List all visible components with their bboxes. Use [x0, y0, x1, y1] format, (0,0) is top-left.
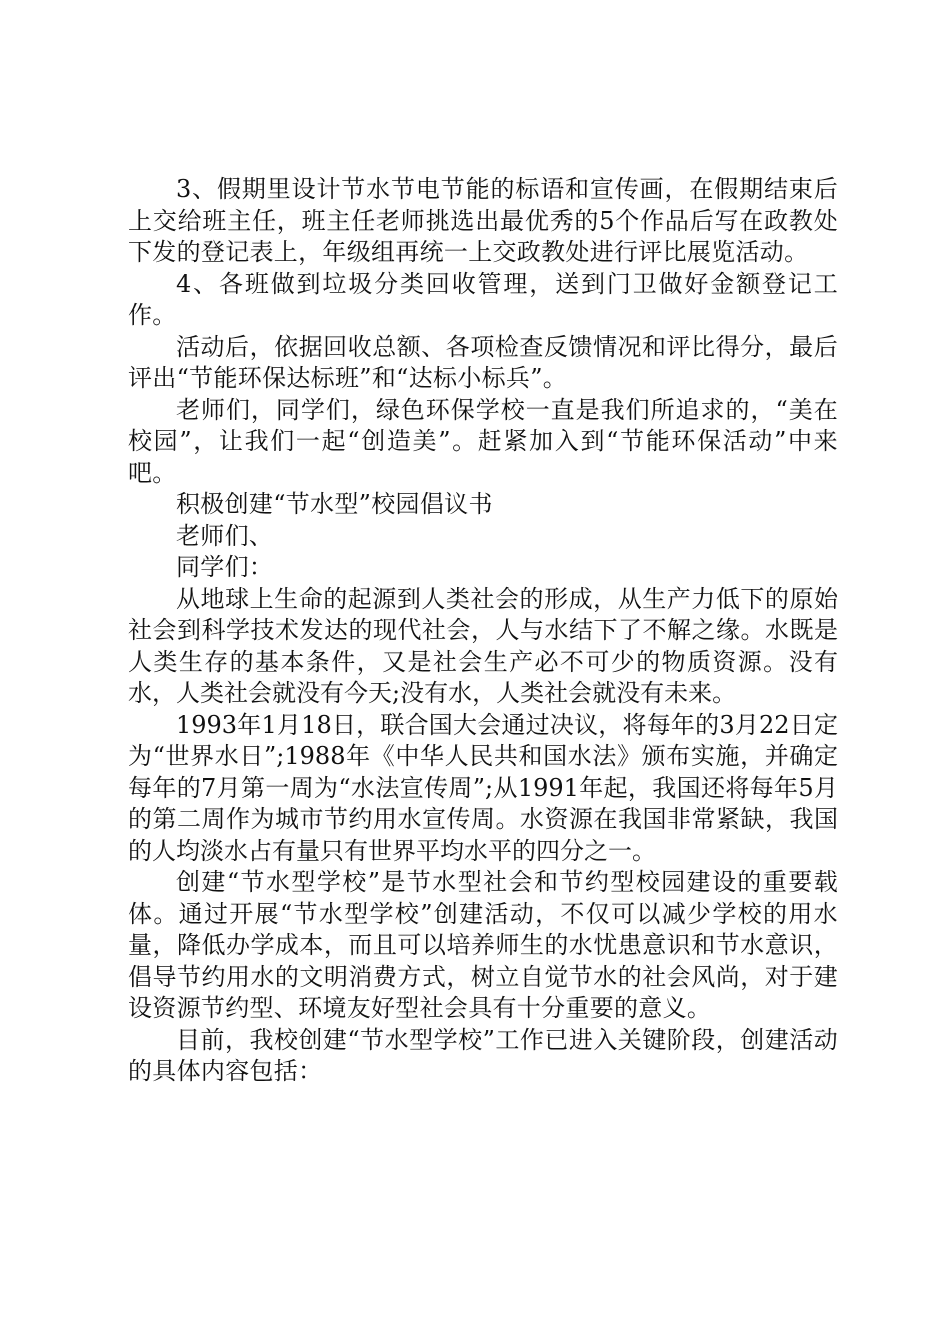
paragraph-water-saving-school: 创建“节水型学校”是节水型社会和节约型校园建设的重要载体。通过开展“节水型学校”创建活动，不仅可以减少学校的用水量，降低办学成本，而且可以培养师生的水忧患意识和节水意识，倡导节约用水的文明消费方式，树立自觉节水的社会风尚，对于建设资源节约型、环境友好型社会具有十分重要的意义。 [128, 868, 838, 1022]
paragraph-item-3: 3、假期里设计节水节电节能的标语和宣传画，在假期结束后上交给班主任，班主任老师挑选出最优秀的5个作品后写在政教处下发的登记表上，年级组再统一上交政教处进行评比展览活动。 [128, 175, 838, 266]
paragraph-current-stage: 目前，我校创建“节水型学校”工作已进入关键阶段，创建活动的具体内容包括： [128, 1025, 838, 1085]
section-title: 积极创建“节水型”校园倡议书 [176, 490, 493, 518]
salutation-teachers: 老师们、 [176, 521, 274, 550]
paragraph-water-day: 1993年1月18日，联合国大会通过决议，将每年的3月22日定为“世界水日”;1988年《中华人民共和国水法》颁布实施，并确定每年的7月第一周为“水法宣传周”;从1991年起，我国还将每年5月的第二周作为城市节约用水宣传周。水资源在我国非常紧缺，我国的人均淡水占有量只有世界平均水平的四分之一。 [128, 710, 838, 865]
paragraph-after-activity: 活动后，依据回收总额、各项检查反馈情况和评比得分，最后评出“节能环保达标班”和“达标小标兵”。 [128, 332, 838, 392]
paragraph-closing-appeal: 老师们，同学们，绿色环保学校一直是我们所追求的，“美在校园”，让我们一起“创造美”。赶紧加入到“节能环保活动”中来吧。 [128, 395, 838, 487]
paragraph-item-4: 4、各班做到垃圾分类回收管理，送到门卫做好金额登记工作。 [128, 269, 838, 329]
salutation-students: 同学们： [176, 553, 274, 581]
document-page [128, 174, 838, 1088]
paragraph-water-origin: 从地球上生命的起源到人类社会的形成，从生产力低下的原始社会到科学技术发达的现代社会，人与水结下了不解之缘。水既是人类生存的基本条件，又是社会生产必不可少的物质资源。没有水，人类社会就没有今天;没有水，人类社会就没有未来。 [128, 584, 838, 707]
